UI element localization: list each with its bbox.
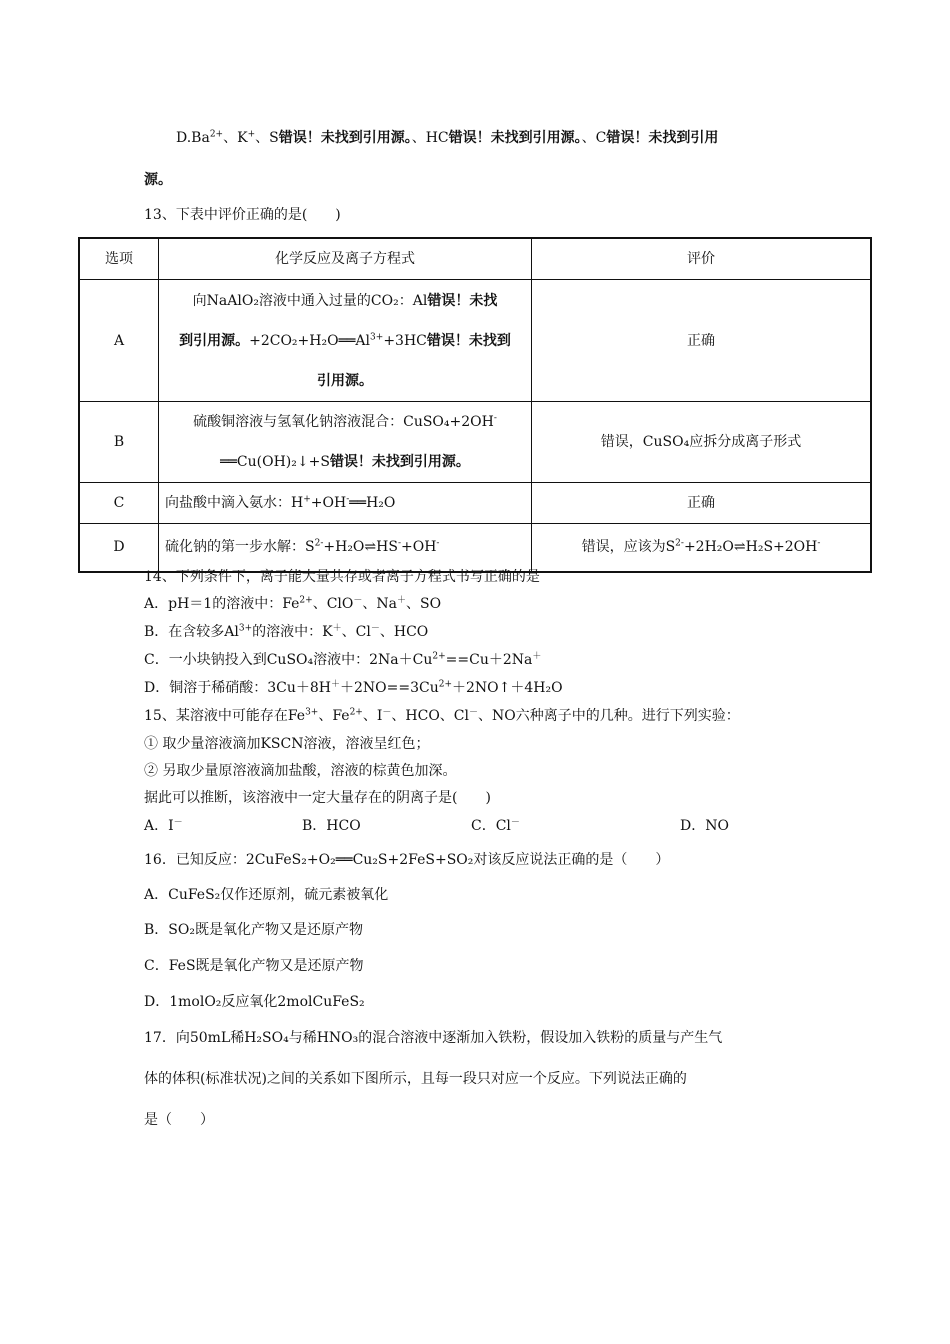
text: +2CO₂+H₂O══Al — [249, 332, 371, 349]
q15-option-b: B．HCO — [302, 818, 361, 834]
reference-error: 错误！未找到引用源。 — [329, 454, 470, 470]
table-row-a — [79, 280, 871, 402]
superscript: 2+ — [432, 651, 446, 662]
header-reaction: 化学反应及离子方程式 — [159, 238, 532, 280]
q14-option-a — [144, 594, 441, 614]
table-row-d — [79, 524, 871, 572]
superscript: ＋ — [330, 679, 340, 690]
superscript: 2+ — [209, 129, 224, 140]
text: 、K — [223, 130, 248, 146]
row-a-option: A — [79, 280, 159, 402]
q14-stem: 14、下列条件下，离子能大量共存或者离子方程式书写正确的是 — [144, 569, 540, 585]
text: ==Cu＋2Na — [445, 652, 533, 668]
table-header-row — [79, 238, 871, 280]
superscript: 3+ — [305, 707, 319, 718]
q16-stem: 16．已知反应：2CuFeS₂+O₂══Cu₂S+2FeS+SO₂对该反应说法正确的是（ ） — [144, 852, 670, 868]
superscript: + — [303, 494, 311, 505]
reference-error: 错误！未找到引用源。 — [448, 130, 582, 146]
text: 、HCO — [379, 624, 429, 640]
row-d-option: D — [79, 524, 159, 572]
superscript: － — [382, 707, 392, 718]
reference-error: 错误！未找到引用 — [606, 130, 719, 146]
reference-error: 错误！未找到 — [426, 332, 511, 349]
q15-experiment-1: ① 取少量溶液滴加KSCN溶液，溶液呈红色； — [144, 736, 430, 752]
text: 向盐酸中滴入氨水：H — [165, 495, 304, 511]
reference-error: 到引用源。 — [179, 332, 250, 349]
q15-stem — [144, 706, 740, 726]
row-a-reaction — [159, 280, 532, 402]
superscript: ＋ — [532, 651, 542, 662]
superscript: 2- — [314, 538, 324, 549]
row-b-option: B — [79, 402, 159, 483]
text: A．pH＝1的溶液中：Fe — [144, 596, 300, 612]
text: B．在含较多Al — [144, 624, 239, 640]
q15-option-c — [471, 816, 520, 836]
text: ＋2NO==3Cu — [340, 680, 439, 696]
text: +3HC — [383, 332, 427, 349]
q15-experiment-2: ② 另取少量原溶液滴加盐酸，溶液的棕黄色加深。 — [144, 763, 457, 779]
text: 错误，应该为S — [581, 539, 676, 556]
superscript: － — [353, 595, 363, 606]
reference-error: 错误！未找到引用源。 — [278, 130, 412, 146]
superscript: － — [173, 817, 183, 828]
text: ══H₂O — [349, 495, 396, 511]
row-a-line2 — [165, 321, 525, 361]
q16-option-c: C．FeS既是氧化产物又是还原产物 — [144, 958, 364, 974]
q17-stem-line3: 是（ ） — [144, 1112, 214, 1128]
text: 、Fe — [318, 708, 350, 724]
q16-option-a: A．CuFeS₂仅作还原剂，硫元素被氧化 — [144, 887, 389, 903]
row-b-line1 — [165, 402, 525, 442]
superscript: - — [346, 494, 350, 505]
superscript: 2+ — [438, 679, 453, 690]
header-option: 选项 — [79, 238, 159, 280]
text: 向NaAlO₂溶液中通入过量的CO₂：Al — [192, 292, 428, 309]
reference-error: 错误！未找 — [427, 292, 498, 309]
header-evaluation: 评价 — [532, 238, 872, 280]
superscript: 2+ — [299, 595, 313, 606]
text: D.Ba — [176, 130, 210, 146]
text: +2H₂O⇌H₂S+2OH — [683, 539, 818, 556]
text: A．I — [144, 818, 174, 834]
row-c-option: C — [79, 483, 159, 524]
q12-option-d — [176, 128, 718, 148]
text: D．铜溶于稀硝酸：3Cu＋8H — [144, 680, 331, 696]
superscript: - — [493, 413, 497, 424]
row-a-line1 — [165, 281, 525, 321]
q16-option-d: D．1molO₂反应氧化2molCuFeS₂ — [144, 994, 365, 1010]
text: 、Cl — [341, 624, 371, 640]
text: 、S — [255, 130, 279, 146]
text: C．一小块钠投入到CuSO₄溶液中：2Na＋Cu — [144, 652, 433, 668]
row-d-reaction — [159, 524, 532, 572]
q12-option-d-wrap: 源。 — [144, 172, 172, 188]
superscript: + — [247, 129, 256, 140]
superscript: ＋ — [332, 623, 342, 634]
superscript: 3+ — [370, 331, 384, 342]
text: 、I — [362, 708, 383, 724]
text: +OH — [400, 539, 437, 556]
table-row-c — [79, 483, 871, 524]
text: ══Cu(OH)₂↓+S — [220, 454, 330, 470]
row-b-evaluation: 错误，CuSO₄应拆分成离子形式 — [532, 402, 872, 483]
q14-option-b — [144, 622, 428, 642]
text: 、ClO — [312, 596, 354, 612]
text: 15、某溶液中可能存在Fe — [144, 708, 306, 724]
q15-question: 据此可以推断，该溶液中一定大量存在的阴离子是( ) — [144, 790, 491, 806]
row-a-evaluation: 正确 — [532, 280, 872, 402]
text: +OH — [310, 495, 347, 511]
q13-table — [78, 237, 872, 573]
text: C．Cl — [471, 818, 511, 834]
superscript: - — [397, 538, 401, 549]
superscript: － — [469, 707, 479, 718]
superscript: － — [370, 623, 380, 634]
superscript: - — [817, 538, 821, 549]
q17-stem-line1: 17．向50mL稀H₂SO₄与稀HNO₃的混合溶液中逐渐加入铁粉，假设加入铁粉的质量与产生气 — [144, 1030, 723, 1046]
row-a-line3: 引用源。 — [317, 372, 373, 389]
q14-option-c — [144, 650, 541, 670]
q15-option-d: D．NO — [680, 818, 729, 834]
text: 、HCO、Cl — [391, 708, 469, 724]
superscript: 2- — [675, 538, 684, 549]
text: +H₂O⇌HS — [323, 539, 398, 556]
text: 硫化钠的第一步水解：S — [165, 539, 315, 556]
superscript: 2+ — [349, 707, 363, 718]
row-c-reaction — [159, 483, 532, 524]
q17-stem-line2: 体的体积(标准状况)之间的关系如下图所示，且每一段只对应一个反应。下列说法正确的 — [144, 1071, 687, 1087]
superscript: ＋ — [397, 595, 407, 606]
text: 、NO六种离子中的几种。进行下列实验： — [478, 708, 740, 724]
text: 、C — [581, 130, 607, 146]
text: 、SO — [406, 596, 442, 612]
text: 的溶液中：K — [252, 624, 333, 640]
text: 、HC — [411, 130, 449, 146]
superscript: 3+ — [238, 623, 253, 634]
q13-stem: 13、下表中评价正确的是( ) — [144, 207, 341, 223]
q16-option-b: B．SO₂既是氧化产物又是还原产物 — [144, 922, 363, 938]
row-d-evaluation — [532, 524, 872, 572]
superscript: - — [436, 538, 440, 549]
row-b-line2 — [165, 442, 525, 482]
superscript: － — [510, 817, 520, 828]
q15-option-a — [144, 816, 183, 836]
q14-option-d — [144, 678, 563, 698]
text: 、Na — [362, 596, 397, 612]
row-b-reaction — [159, 402, 532, 483]
text: ＋2NO↑＋4H₂O — [452, 680, 563, 696]
text: 硫酸铜溶液与氢氧化钠溶液混合：CuSO₄+2OH — [193, 414, 494, 430]
row-c-evaluation: 正确 — [532, 483, 872, 524]
table-row-b — [79, 402, 871, 483]
